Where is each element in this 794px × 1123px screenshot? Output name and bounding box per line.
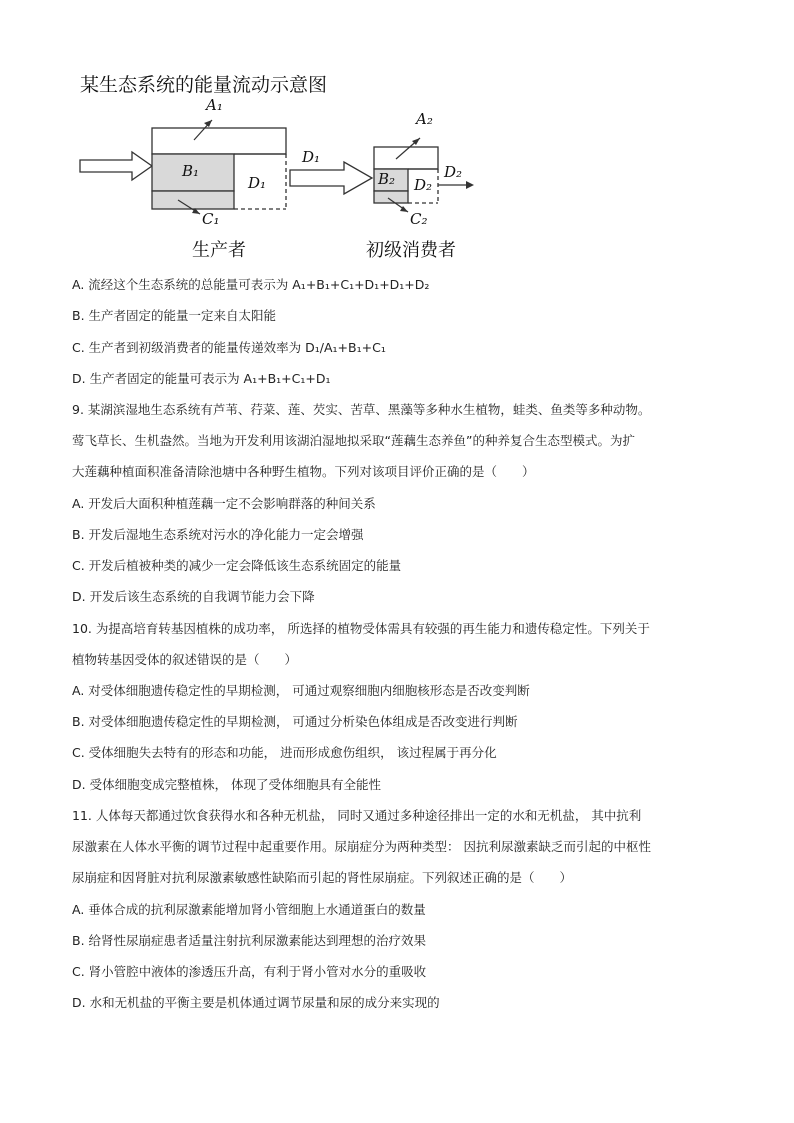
- option-line: A. 垂体合成的抗利尿激素能增加肾小管细胞上水通道蛋白的数量: [72, 902, 426, 917]
- option-line: B. 给肾性尿崩症患者适量注射抗利尿激素能达到理想的治疗效果: [72, 933, 427, 948]
- option-line: C. 受体细胞失去特有的形态和功能， 进而形成愈伤组织， 该过程属于再分化: [72, 745, 497, 760]
- label-b1: B₁: [182, 162, 200, 180]
- option-line: A. 开发后大面积种植莲藕一定不会影响群落的种间关系: [72, 496, 376, 511]
- label-d1-arrow: D₁: [302, 148, 321, 166]
- option-line: D. 水和无机盐的平衡主要是机体通过调节尿量和尿的成分来实现的: [72, 995, 440, 1010]
- question-10-stem: 植物转基因受体的叙述错误的是（ ）: [72, 652, 298, 667]
- input-energy-arrow: [80, 152, 152, 180]
- option-line: D. 开发后该生态系统的自我调节能力会下降: [72, 589, 315, 604]
- question-9-stem: 9. 某湖滨湿地生态系统有芦苇、荇菜、莲、芡实、苦草、黑藻等多种水生植物，蛙类、鱼类等多种动物。: [72, 402, 651, 417]
- label-c2: C₂: [410, 210, 428, 228]
- label-a2: A₂: [416, 110, 433, 128]
- option-line: C. 肾小管腔中液体的渗透压升高，有利于肾小管对水分的重吸收: [72, 964, 427, 979]
- d1-transfer-arrow: [290, 162, 372, 194]
- caption-primary-consumer: 初级消费者: [366, 240, 456, 261]
- question-9-stem: 大莲藕种植面积准备清除池塘中各种野生植物。下列对该项目评价正确的是（ ）: [72, 464, 535, 479]
- question-11-stem: 尿崩症和因肾脏对抗利尿激素敏感性缺陷而引起的肾性尿崩症。下列叙述正确的是（ ）: [72, 870, 573, 885]
- question-9-stem: 莺飞草长、生机盎然。当地为开发利用该湖泊湿地拟采取“莲藕生态养鱼”的种养复合生态型模式。为扩: [72, 433, 635, 448]
- option-line: D. 生产者固定的能量可表示为 A₁+B₁+C₁+D₁: [72, 371, 331, 386]
- question-11-stem: 11. 人体每天都通过饮食获得水和各种无机盐， 同时又通过多种途径排出一定的水和无机盐， 其中抗利: [72, 808, 642, 823]
- producer-top-block: [152, 128, 286, 154]
- question-10-stem: 10. 为提高培育转基因植株的成功率， 所选择的植物受体需具有较强的再生能力和遗传稳定性。下列关于: [72, 621, 650, 636]
- option-line: A. 对受体细胞遗传稳定性的早期检测， 可通过观察细胞内细胞核形态是否改变判断: [72, 683, 530, 698]
- option-line: D. 受体细胞变成完整植株， 体现了受体细胞具有全能性: [72, 777, 382, 792]
- question-11-stem: 尿激素在人体水平衡的调节过程中起重要作用。尿崩症分为两种类型： 因抗利尿激素缺乏而引起的中枢性: [72, 839, 651, 854]
- label-d2-inner: D₂: [414, 176, 433, 194]
- producer-c1-block: [152, 191, 234, 209]
- option-line: C. 生产者到初级消费者的能量传递效率为 D₁/A₁+B₁+C₁: [72, 340, 386, 355]
- label-d2-arrow: D₂: [444, 163, 463, 181]
- label-c1: C₁: [202, 210, 220, 228]
- energy-flow-diagram: [76, 70, 496, 265]
- option-line: B. 生产者固定的能量一定来自太阳能: [72, 308, 277, 323]
- option-line: B. 对受体细胞遗传稳定性的早期检测， 可通过分析染色体组成是否改变进行判断: [72, 714, 518, 729]
- option-line: C. 开发后植被种类的减少一定会降低该生态系统固定的能量: [72, 558, 402, 573]
- option-line: B. 开发后湿地生态系统对污水的净化能力一定会增强: [72, 527, 364, 542]
- label-a1: A₁: [206, 96, 223, 114]
- label-d1-inner: D₁: [248, 174, 267, 192]
- consumer-c2-block: [374, 191, 408, 203]
- caption-producer: 生产者: [192, 240, 246, 261]
- label-b2: B₂: [378, 170, 396, 188]
- diagram-title: 某生态系统的能量流动示意图: [80, 74, 328, 96]
- option-line: A. 流经这个生态系统的总能量可表示为 A₁+B₁+C₁+D₁+D₁+D₂: [72, 277, 430, 292]
